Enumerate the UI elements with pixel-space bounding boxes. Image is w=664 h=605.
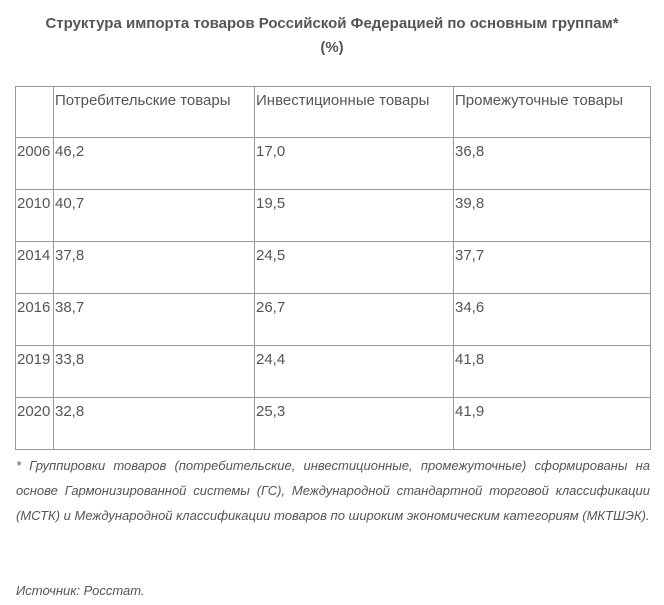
table-row [16, 138, 651, 190]
consumer-cell: 37,8 [54, 242, 255, 294]
investment-cell: 24,5 [255, 242, 454, 294]
page-title-line: Структура импорта товаров Российской Федерацией по основным группам* [45, 15, 619, 32]
table-header-row [16, 87, 651, 138]
investment-cell: 19,5 [255, 190, 454, 242]
investment-cell: 25,3 [255, 398, 454, 450]
intermediate-cell: 41,9 [454, 398, 651, 450]
intermediate-cell: 34,6 [454, 294, 651, 346]
table-row [16, 398, 651, 450]
intermediate-cell: 37,7 [454, 242, 651, 294]
header-cell-year [16, 87, 54, 138]
source-note: Источник: Росстат. [16, 583, 145, 598]
investment-cell: 26,7 [255, 294, 454, 346]
table-row [16, 346, 651, 398]
year-cell: 2014 [16, 242, 54, 294]
header-cell-consumer: Потребительские товары [54, 87, 255, 138]
consumer-cell: 46,2 [54, 138, 255, 190]
import-structure-table [15, 86, 651, 450]
year-cell: 2020 [16, 398, 54, 450]
investment-cell: 17,0 [255, 138, 454, 190]
year-cell: 2006 [16, 138, 54, 190]
intermediate-cell: 39,8 [454, 190, 651, 242]
page-title [0, 12, 664, 60]
consumer-cell: 33,8 [54, 346, 255, 398]
year-cell: 2019 [16, 346, 54, 398]
consumer-cell: 40,7 [54, 190, 255, 242]
table-row [16, 242, 651, 294]
header-cell-investment: Инвестиционные товары [255, 87, 454, 138]
consumer-cell: 38,7 [54, 294, 255, 346]
year-cell: 2010 [16, 190, 54, 242]
table-row [16, 190, 651, 242]
header-cell-intermediate: Промежуточные товары [454, 87, 651, 138]
table-row [16, 294, 651, 346]
footnote: * Группировки товаров (потребительские, инвестиционные, промежуточные) сформированы на основе Гармонизированной системы (ГС), Международной стандартной торговой классификации (МСТК) и Международной классификации товаров по широким экономическим категориям (МКТШЭК). [16, 458, 650, 523]
page-title-unit: (%) [320, 39, 344, 56]
intermediate-cell: 36,8 [454, 138, 651, 190]
investment-cell: 24,4 [255, 346, 454, 398]
intermediate-cell: 41,8 [454, 346, 651, 398]
year-cell: 2016 [16, 294, 54, 346]
consumer-cell: 32,8 [54, 398, 255, 450]
